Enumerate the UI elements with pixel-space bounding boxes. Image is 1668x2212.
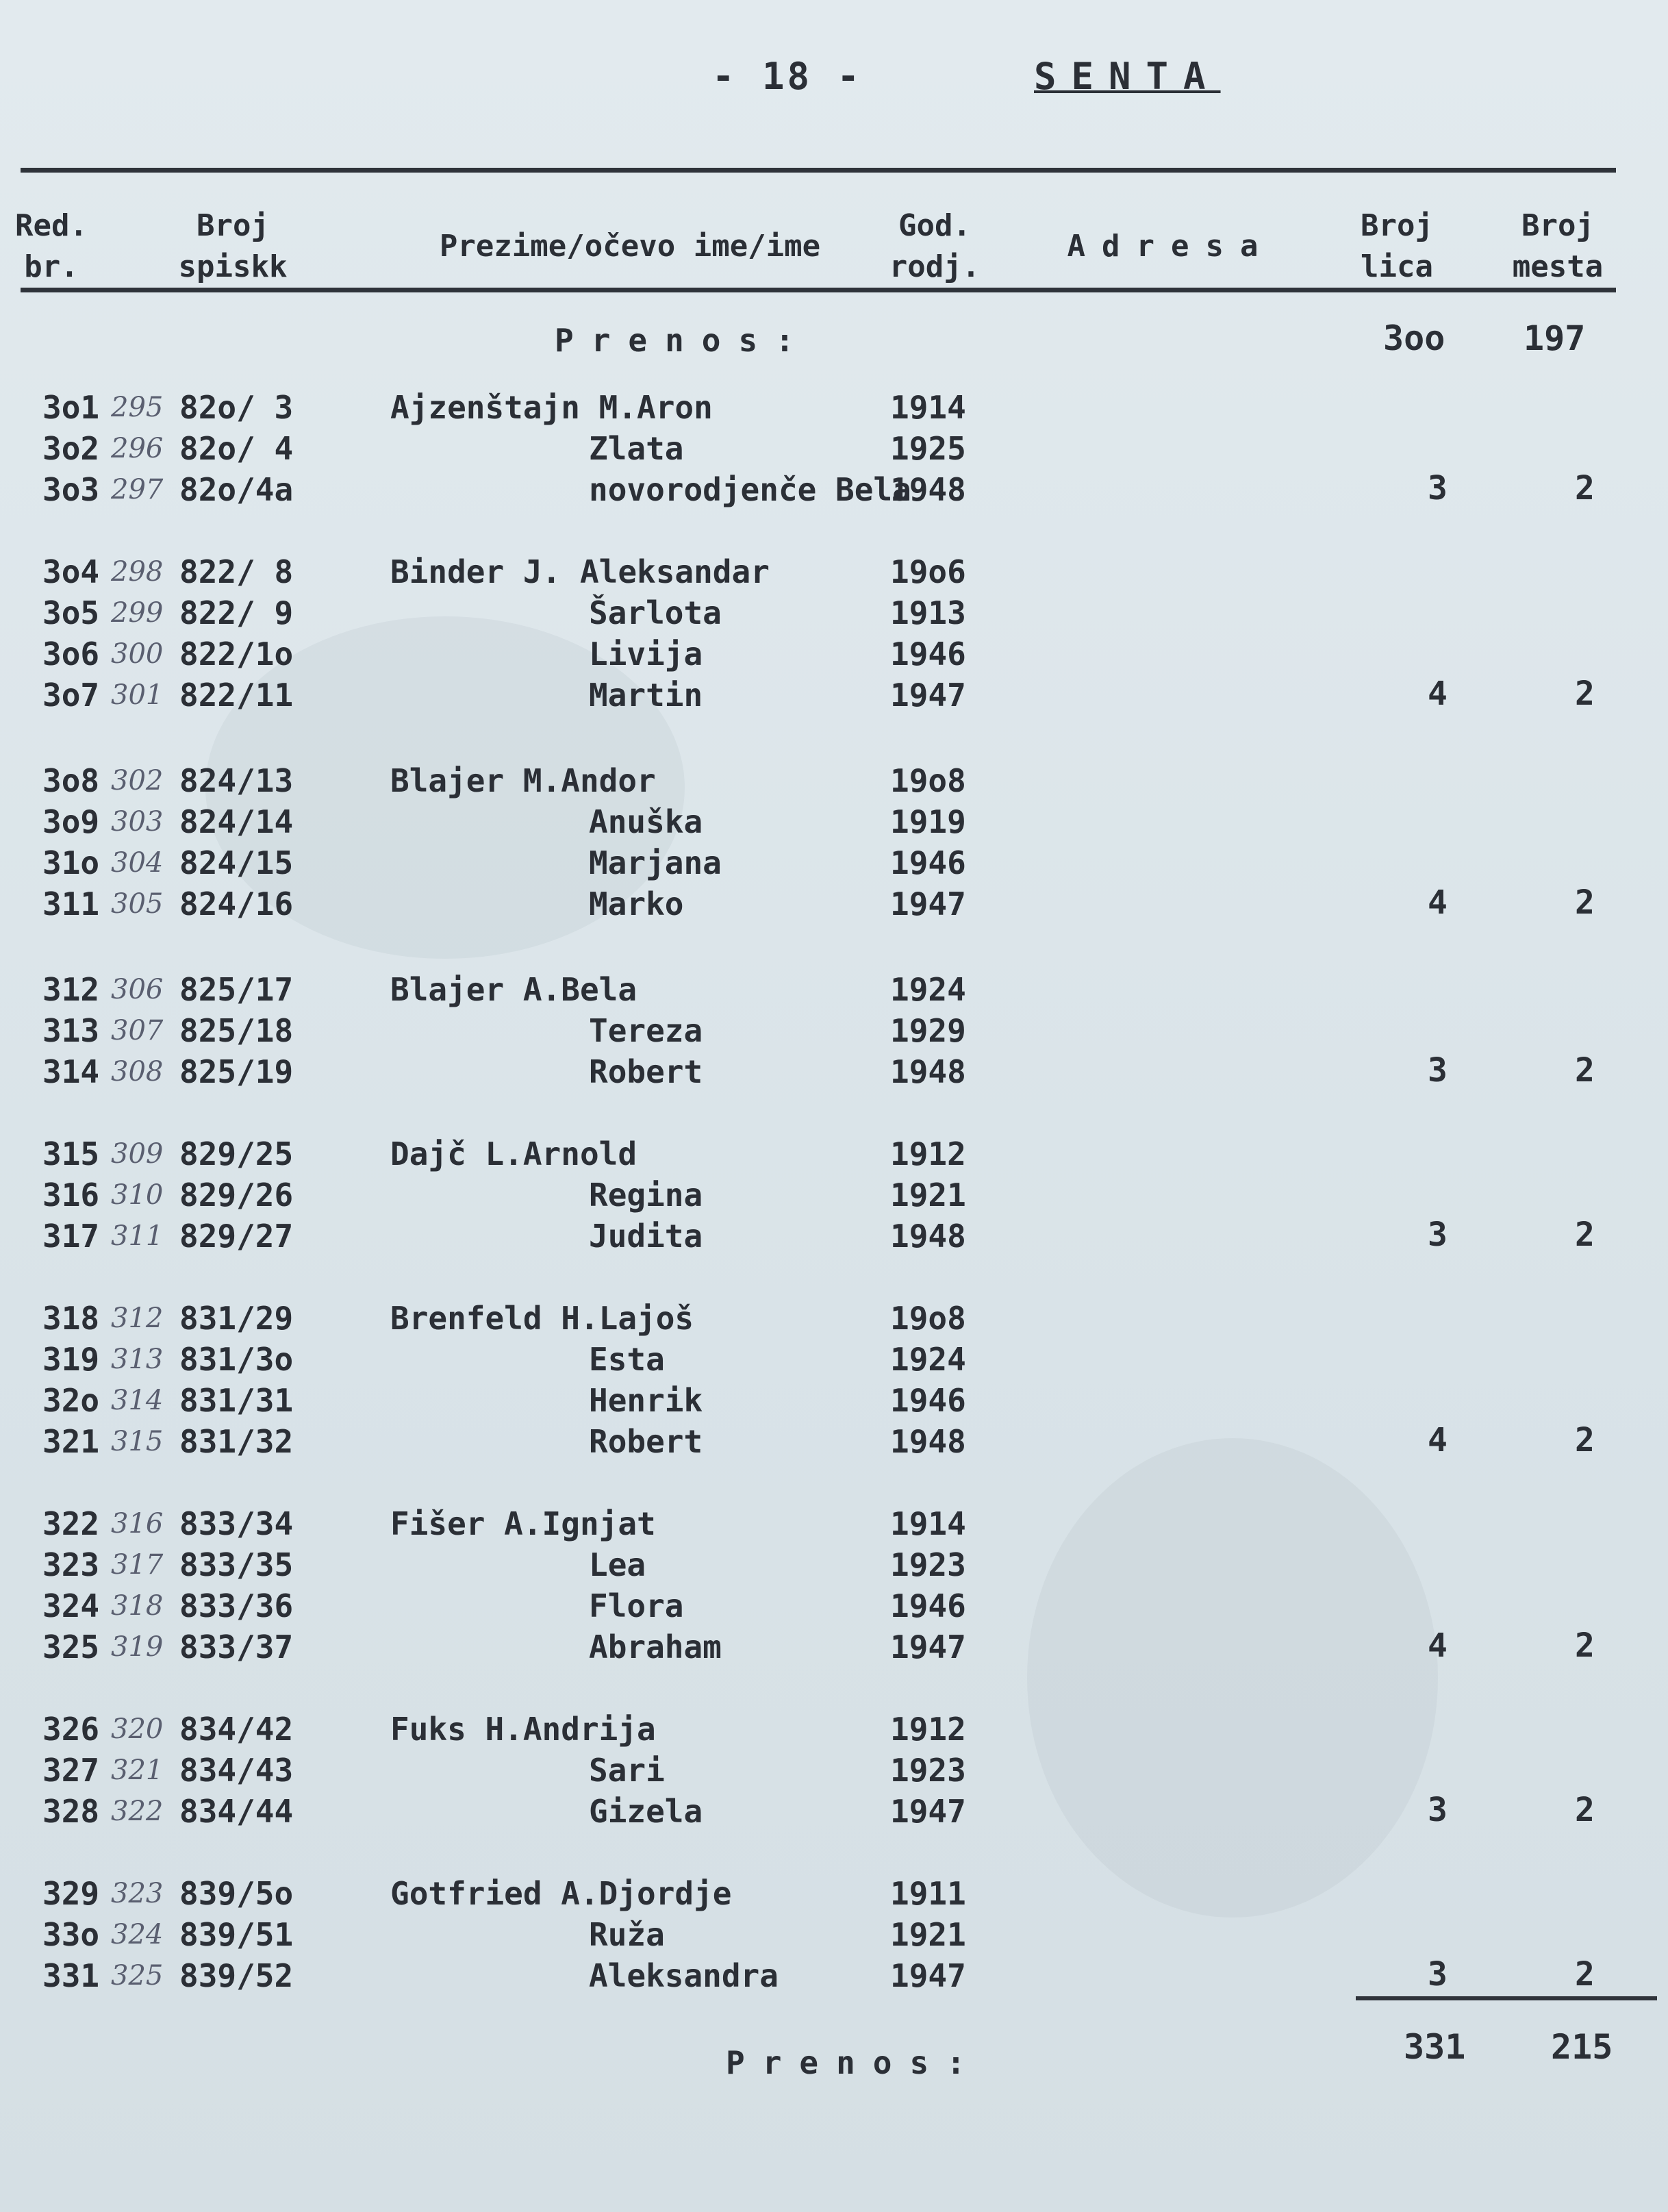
- row-name: Brenfeld H.Lajoš: [390, 1300, 694, 1337]
- row-red-number: 323: [42, 1546, 100, 1583]
- row-list-number: 822/11: [179, 677, 294, 714]
- row-red-number: 3o9: [42, 803, 100, 840]
- row-list-number: 831/31: [179, 1382, 294, 1419]
- row-birth-year: 1924: [890, 971, 966, 1008]
- row-handwritten-number: 317: [111, 1549, 164, 1581]
- row-list-number: 833/34: [179, 1505, 294, 1542]
- row-red-number: 3o6: [42, 636, 100, 673]
- row-name: Abraham: [589, 1629, 722, 1666]
- row-red-number: 314: [42, 1053, 100, 1090]
- carry-in-label: Prenos:: [555, 322, 812, 359]
- group-lica-count: 3: [1428, 1051, 1448, 1090]
- row-handwritten-number: 302: [111, 765, 164, 796]
- row-red-number: 311: [42, 885, 100, 922]
- row-handwritten-number: 297: [111, 474, 164, 505]
- row-birth-year: 1924: [890, 1341, 966, 1378]
- row-handwritten-number: 312: [111, 1303, 164, 1334]
- row-name: Livija: [589, 636, 703, 673]
- row-red-number: 321: [42, 1423, 100, 1460]
- row-handwritten-number: 310: [111, 1179, 164, 1211]
- row-birth-year: 1947: [890, 677, 966, 714]
- col-header-red-br: Red. br.: [15, 208, 88, 284]
- row-handwritten-number: 308: [111, 1056, 164, 1088]
- row-list-number: 82o/ 4: [179, 430, 294, 467]
- row-birth-year: 1913: [890, 594, 966, 631]
- group-mesta-count: 2: [1575, 469, 1595, 507]
- row-birth-year: 19o8: [890, 1300, 966, 1337]
- row-list-number: 834/44: [179, 1793, 294, 1830]
- row-handwritten-number: 301: [111, 679, 164, 711]
- row-list-number: 829/26: [179, 1177, 294, 1214]
- row-handwritten-number: 316: [111, 1508, 164, 1539]
- row-birth-year: 1911: [890, 1875, 966, 1912]
- row-handwritten-number: 324: [111, 1919, 164, 1950]
- row-list-number: 839/52: [179, 1957, 294, 1994]
- row-name: Ajzenštajn M.Aron: [390, 389, 713, 426]
- group-mesta-count: 2: [1575, 1051, 1595, 1090]
- group-lica-count: 3: [1428, 1216, 1448, 1254]
- row-handwritten-number: 321: [111, 1755, 164, 1786]
- carry-out-mesta: 215: [1551, 2027, 1613, 2067]
- row-birth-year: 1929: [890, 1012, 966, 1049]
- row-name: Binder J. Aleksandar: [390, 553, 770, 590]
- row-handwritten-number: 314: [111, 1385, 164, 1416]
- col-header-broj-mesta: Broj mesta: [1512, 208, 1604, 284]
- row-red-number: 315: [42, 1135, 100, 1172]
- row-handwritten-number: 300: [111, 638, 164, 670]
- row-birth-year: 1948: [890, 1218, 966, 1255]
- row-handwritten-number: 315: [111, 1426, 164, 1457]
- row-handwritten-number: 323: [111, 1878, 164, 1909]
- row-list-number: 825/17: [179, 971, 294, 1008]
- row-name: Aleksandra: [589, 1957, 779, 1994]
- row-birth-year: 1947: [890, 1957, 966, 1994]
- row-handwritten-number: 322: [111, 1796, 164, 1827]
- row-list-number: 82o/ 3: [179, 389, 294, 426]
- row-red-number: 331: [42, 1957, 100, 1994]
- header-bottom-rule: [21, 288, 1616, 292]
- row-name: Robert: [589, 1053, 703, 1090]
- row-list-number: 831/32: [179, 1423, 294, 1460]
- row-red-number: 328: [42, 1793, 100, 1830]
- row-red-number: 33o: [42, 1916, 100, 1953]
- row-red-number: 325: [42, 1629, 100, 1666]
- total-rule: [1356, 1996, 1657, 2000]
- carry-out-label: Prenos:: [726, 2044, 983, 2081]
- group-lica-count: 4: [1428, 1626, 1448, 1665]
- row-list-number: 831/3o: [179, 1341, 294, 1378]
- row-name: Henrik: [589, 1382, 703, 1419]
- row-list-number: 82o/4a: [179, 471, 294, 508]
- row-name: Tereza: [589, 1012, 703, 1049]
- row-list-number: 824/14: [179, 803, 294, 840]
- carry-in-mesta: 197: [1524, 318, 1586, 358]
- row-list-number: 824/13: [179, 762, 294, 799]
- row-list-number: 825/19: [179, 1053, 294, 1090]
- row-name: Gotfried A.Djordje: [390, 1875, 732, 1912]
- group-lica-count: 4: [1428, 883, 1448, 922]
- row-name: Sari: [589, 1752, 665, 1789]
- row-red-number: 329: [42, 1875, 100, 1912]
- row-list-number: 824/15: [179, 844, 294, 881]
- row-red-number: 313: [42, 1012, 100, 1049]
- row-handwritten-number: 320: [111, 1713, 164, 1745]
- row-list-number: 829/25: [179, 1135, 294, 1172]
- row-handwritten-number: 295: [111, 392, 164, 423]
- row-red-number: 312: [42, 971, 100, 1008]
- row-handwritten-number: 306: [111, 974, 164, 1005]
- row-name: Gizela: [589, 1793, 703, 1830]
- row-name: Zlata: [589, 430, 684, 467]
- row-birth-year: 1947: [890, 885, 966, 922]
- row-birth-year: 1948: [890, 1423, 966, 1460]
- row-name: Šarlota: [589, 594, 722, 631]
- group-lica-count: 3: [1428, 1791, 1448, 1829]
- row-birth-year: 1946: [890, 844, 966, 881]
- row-name: Anuška: [589, 803, 703, 840]
- row-birth-year: 1947: [890, 1793, 966, 1830]
- row-name: Marjana: [589, 844, 722, 881]
- row-birth-year: 1946: [890, 1382, 966, 1419]
- row-birth-year: 1919: [890, 803, 966, 840]
- group-mesta-count: 2: [1575, 675, 1595, 713]
- header-top-rule: [21, 168, 1616, 173]
- row-birth-year: 1923: [890, 1752, 966, 1789]
- row-birth-year: 1948: [890, 471, 966, 508]
- row-birth-year: 1921: [890, 1916, 966, 1953]
- row-list-number: 829/27: [179, 1218, 294, 1255]
- row-list-number: 839/5o: [179, 1875, 294, 1912]
- row-red-number: 324: [42, 1587, 100, 1624]
- row-handwritten-number: 305: [111, 888, 164, 920]
- row-red-number: 3o8: [42, 762, 100, 799]
- row-name: novorodjenče Bela: [589, 471, 911, 508]
- row-red-number: 3o5: [42, 594, 100, 631]
- col-header-broj-lica: Broj lica: [1361, 208, 1433, 284]
- row-name: Marko: [589, 885, 684, 922]
- row-birth-year: 1948: [890, 1053, 966, 1090]
- place-title: SENTA: [1034, 55, 1221, 98]
- row-list-number: 822/ 8: [179, 553, 294, 590]
- row-red-number: 327: [42, 1752, 100, 1789]
- row-handwritten-number: 304: [111, 847, 164, 879]
- row-name: Esta: [589, 1341, 665, 1378]
- row-name: Martin: [589, 677, 703, 714]
- col-header-broj-spiska: Broj spiskk: [178, 208, 288, 284]
- row-handwritten-number: 298: [111, 556, 164, 588]
- row-handwritten-number: 299: [111, 597, 164, 629]
- row-list-number: 833/37: [179, 1629, 294, 1666]
- row-list-number: 834/42: [179, 1711, 294, 1748]
- row-birth-year: 1921: [890, 1177, 966, 1214]
- row-handwritten-number: 311: [111, 1220, 164, 1252]
- row-birth-year: 1912: [890, 1135, 966, 1172]
- row-handwritten-number: 313: [111, 1344, 164, 1375]
- row-birth-year: 1946: [890, 1587, 966, 1624]
- row-handwritten-number: 318: [111, 1590, 164, 1622]
- row-birth-year: 19o8: [890, 762, 966, 799]
- paper-stain: [1027, 1438, 1438, 1918]
- row-list-number: 824/16: [179, 885, 294, 922]
- carry-in-lica: 3oo: [1383, 318, 1445, 358]
- row-red-number: 3o7: [42, 677, 100, 714]
- row-handwritten-number: 325: [111, 1960, 164, 1991]
- row-list-number: 831/29: [179, 1300, 294, 1337]
- row-birth-year: 1914: [890, 1505, 966, 1542]
- group-mesta-count: 2: [1575, 1955, 1595, 1994]
- row-name: Blajer M.Andor: [390, 762, 656, 799]
- row-birth-year: 1912: [890, 1711, 966, 1748]
- row-list-number: 822/1o: [179, 636, 294, 673]
- row-list-number: 833/35: [179, 1546, 294, 1583]
- row-list-number: 822/ 9: [179, 594, 294, 631]
- row-red-number: 3o3: [42, 471, 100, 508]
- row-name: Regina: [589, 1177, 703, 1214]
- row-red-number: 31o: [42, 844, 100, 881]
- row-red-number: 318: [42, 1300, 100, 1337]
- row-handwritten-number: 296: [111, 433, 164, 464]
- row-birth-year: 1947: [890, 1629, 966, 1666]
- page-number: - 18 -: [712, 55, 863, 98]
- row-birth-year: 1923: [890, 1546, 966, 1583]
- row-name: Fišer A.Ignjat: [390, 1505, 656, 1542]
- group-mesta-count: 2: [1575, 1216, 1595, 1254]
- group-mesta-count: 2: [1575, 1421, 1595, 1459]
- group-lica-count: 4: [1428, 675, 1448, 713]
- row-red-number: 3o2: [42, 430, 100, 467]
- row-list-number: 834/43: [179, 1752, 294, 1789]
- row-name: Blajer A.Bela: [390, 971, 637, 1008]
- group-mesta-count: 2: [1575, 1791, 1595, 1829]
- row-red-number: 317: [42, 1218, 100, 1255]
- col-header-adresa: Adresa: [1067, 229, 1275, 264]
- group-lica-count: 3: [1428, 469, 1448, 507]
- row-name: Dajč L.Arnold: [390, 1135, 637, 1172]
- row-birth-year: 19o6: [890, 553, 966, 590]
- row-name: Ruža: [589, 1916, 665, 1953]
- row-handwritten-number: 309: [111, 1138, 164, 1170]
- row-handwritten-number: 307: [111, 1015, 164, 1046]
- row-list-number: 825/18: [179, 1012, 294, 1049]
- row-name: Judita: [589, 1218, 703, 1255]
- group-lica-count: 4: [1428, 1421, 1448, 1459]
- col-header-name: Prezime/očevo ime/ime: [439, 229, 821, 264]
- row-red-number: 3o4: [42, 553, 100, 590]
- row-list-number: 839/51: [179, 1916, 294, 1953]
- row-red-number: 3o1: [42, 389, 100, 426]
- row-red-number: 322: [42, 1505, 100, 1542]
- row-red-number: 326: [42, 1711, 100, 1748]
- row-name: Lea: [589, 1546, 646, 1583]
- row-handwritten-number: 303: [111, 806, 164, 838]
- row-name: Flora: [589, 1587, 684, 1624]
- row-red-number: 319: [42, 1341, 100, 1378]
- row-birth-year: 1946: [890, 636, 966, 673]
- row-name: Robert: [589, 1423, 703, 1460]
- group-mesta-count: 2: [1575, 1626, 1595, 1665]
- col-header-god-rodj: God. rodj.: [889, 208, 981, 284]
- row-handwritten-number: 319: [111, 1631, 164, 1663]
- row-birth-year: 1925: [890, 430, 966, 467]
- row-list-number: 833/36: [179, 1587, 294, 1624]
- row-red-number: 32o: [42, 1382, 100, 1419]
- group-lica-count: 3: [1428, 1955, 1448, 1994]
- row-red-number: 316: [42, 1177, 100, 1214]
- group-mesta-count: 2: [1575, 883, 1595, 922]
- carry-out-lica: 331: [1404, 2027, 1466, 2067]
- row-birth-year: 1914: [890, 389, 966, 426]
- row-name: Fuks H.Andrija: [390, 1711, 656, 1748]
